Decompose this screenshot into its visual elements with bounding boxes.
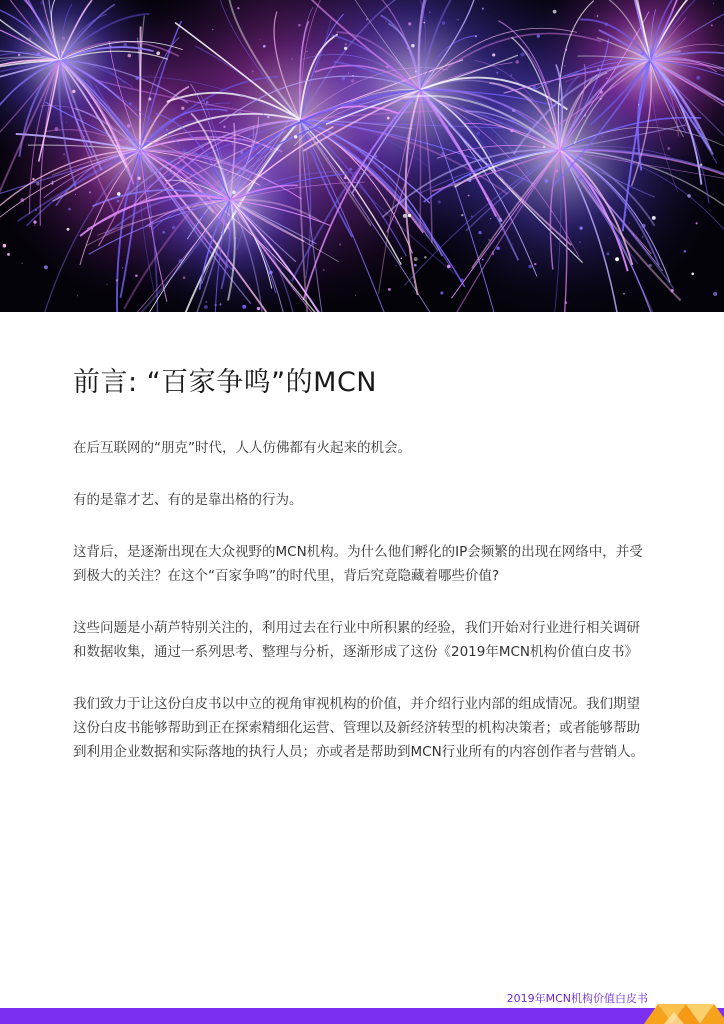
paragraph-4: 这些问题是小葫芦特别关注的，利用过去在行业中所积累的经验，我们开始对行业进行相关调研和数据收集，通过一系列思考、整理与分析，逐渐形成了这份《2019年MCN机构价值白皮书》 [73, 620, 640, 660]
paragraph-1: 在后互联网的“朋克”时代，人人仿佛都有火起来的机会。 [73, 440, 411, 456]
paragraph-3: 这背后，是逐渐出现在大众视野的MCN机构。为什么他们孵化的IP会频繁的出现在网络中，并受到极大的关注？在这个“百家争鸣”的时代里，背后究竟隐藏着哪些价值? [73, 544, 643, 584]
paragraph-2: 有的是靠才艺、有的是靠出格的行为。 [73, 492, 303, 508]
fireworks-hero-image [0, 0, 724, 312]
footer-label: 2019年MCN机构价值白皮书 [506, 992, 648, 1005]
paragraph-5: 我们致力于让这份白皮书以中立的视角审视机构的价值，并介绍行业内部的组成情况。我们期望这份白皮书能够帮助到正在探索精细化运营、管理以及新经济转型的机构决策者；或者能够帮助到利用企业数据和实际落地的执行人员；亦或者是帮助到MCN行业所有的内容创作者与营销人。 [73, 696, 645, 760]
page-title: 前言: “百家争鸣”的MCN [73, 367, 377, 398]
fireworks-graphic [0, 0, 724, 312]
footer-bar [0, 1008, 724, 1024]
triangle-pattern-decoration-icon [634, 998, 724, 1024]
preface-body [73, 436, 653, 792]
